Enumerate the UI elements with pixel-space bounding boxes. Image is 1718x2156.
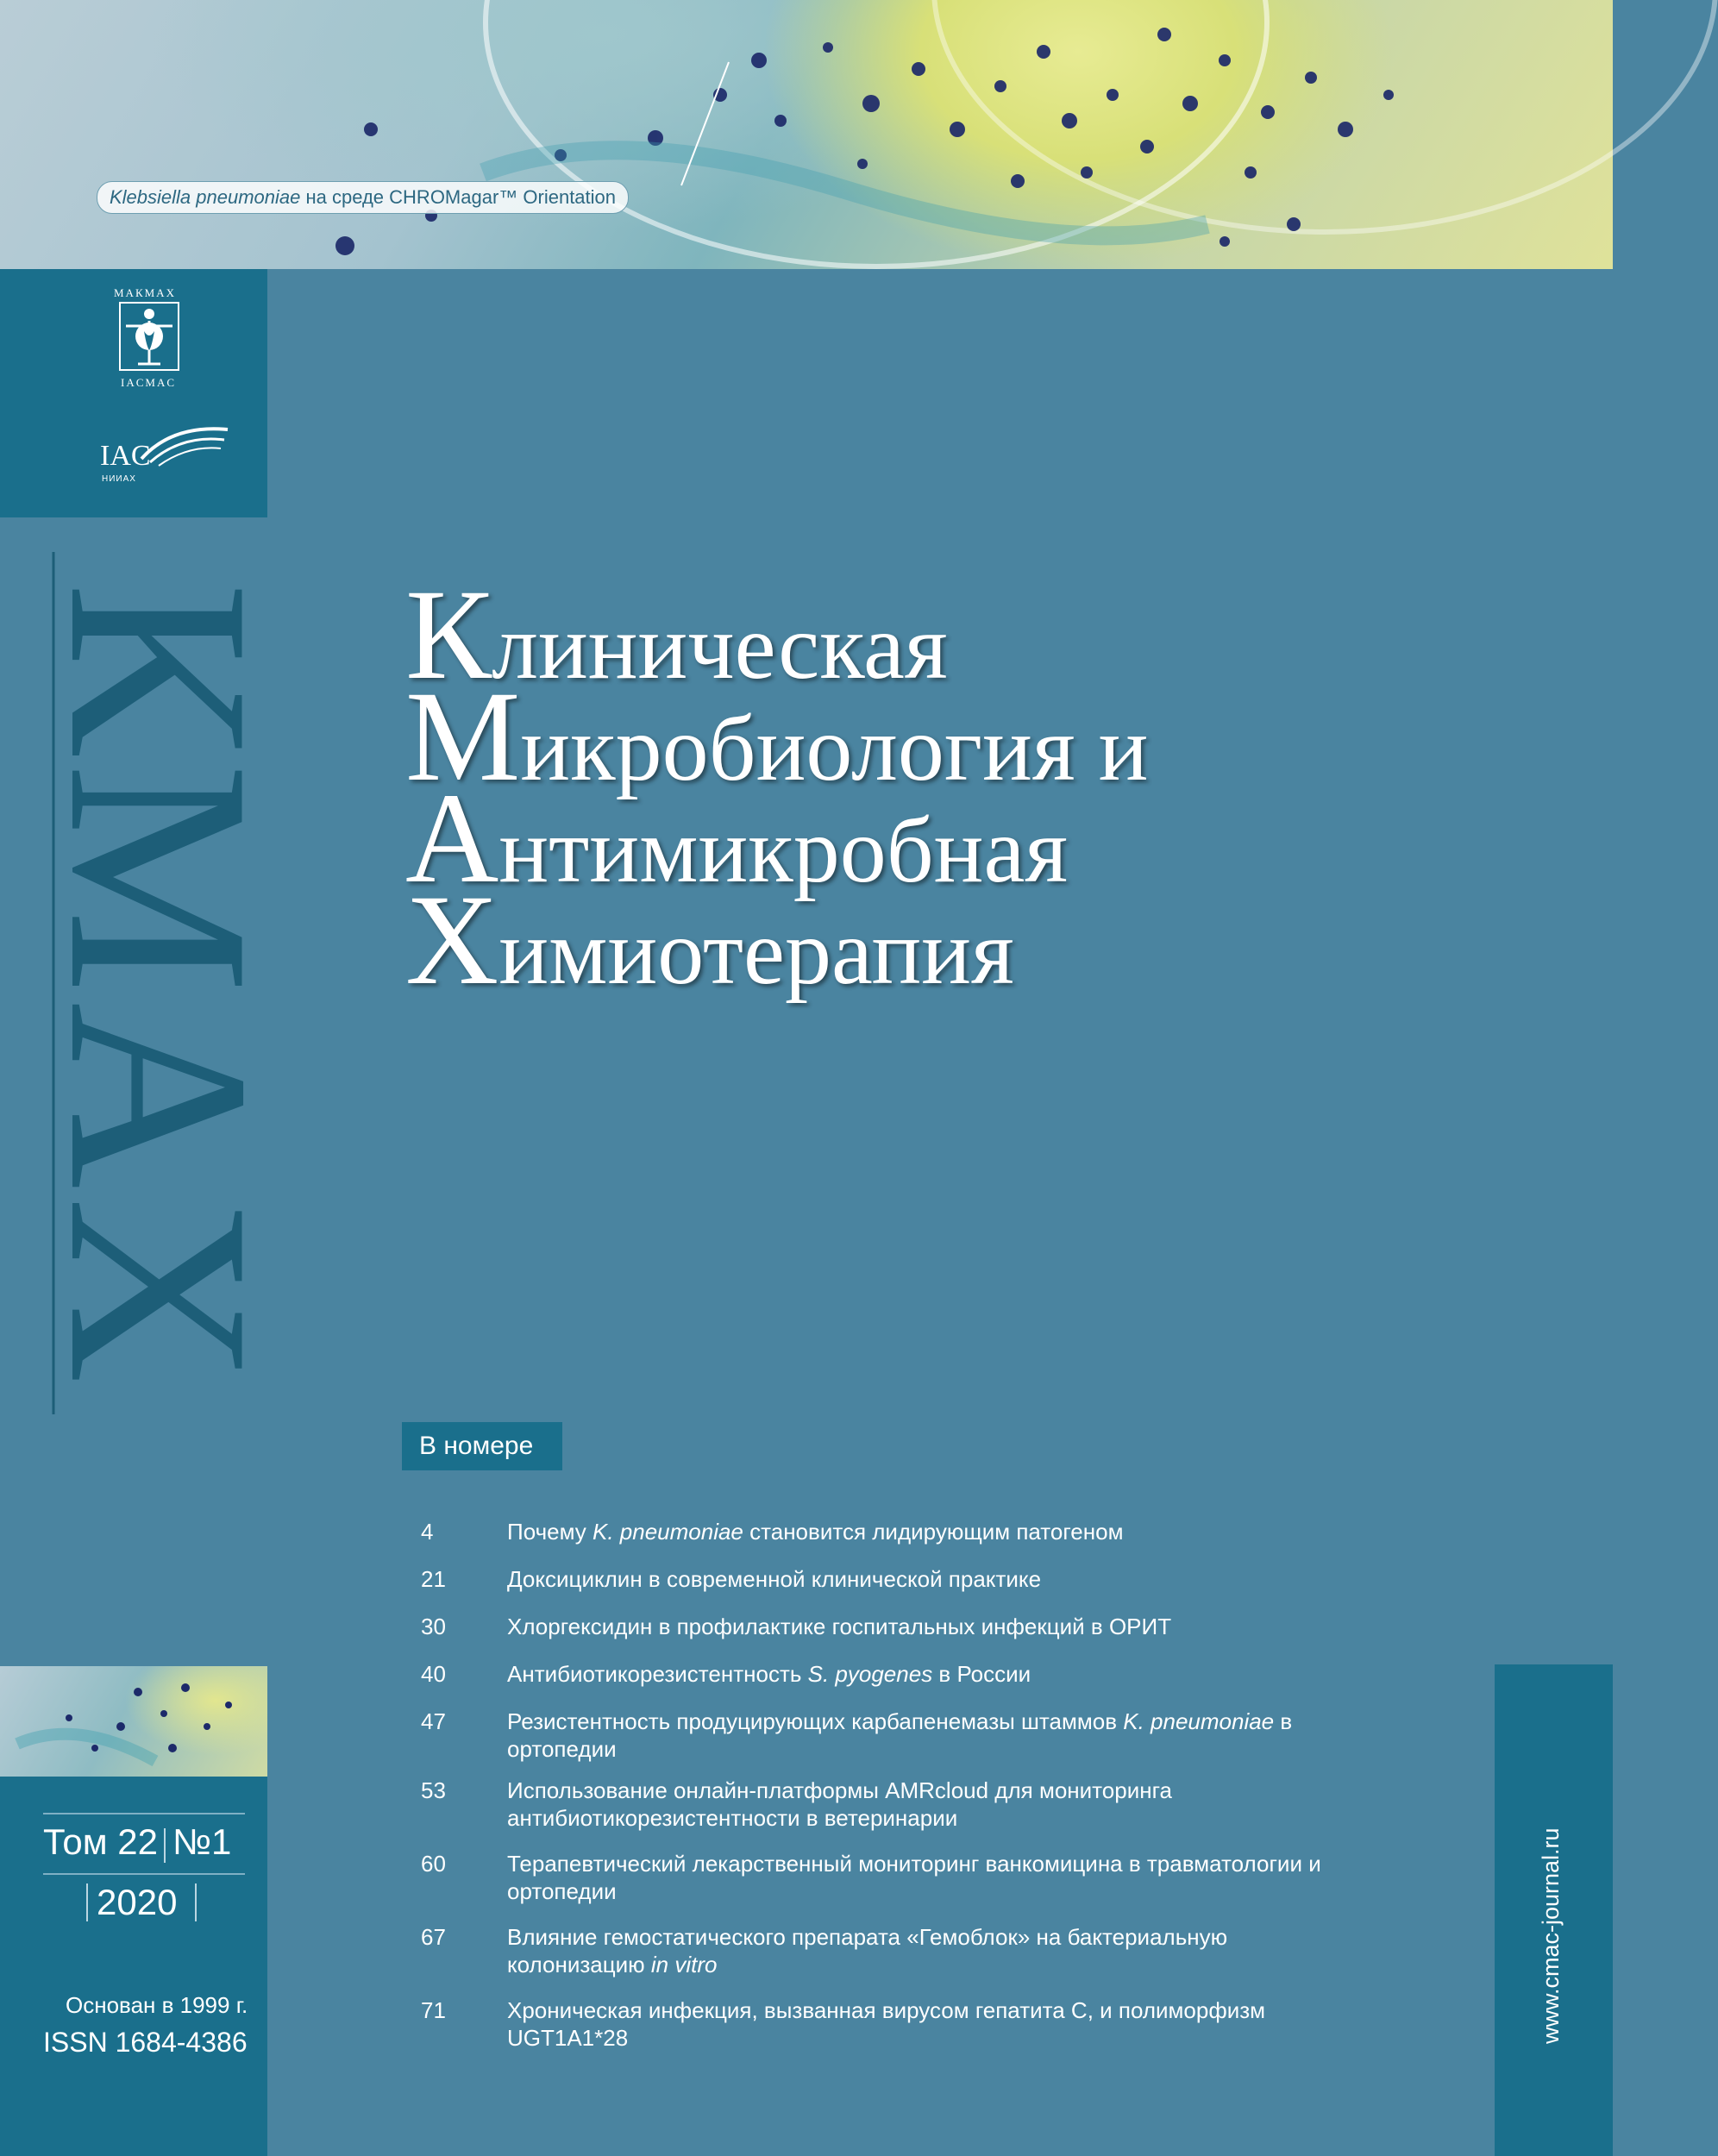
toc-text-part: Антибиотикорезистентность: [507, 1661, 808, 1687]
title-line-1: Клиническая: [405, 563, 948, 706]
issue-year: 2020: [97, 1882, 178, 1922]
bacterial-colonies: [0, 0, 1613, 269]
toc-entry[interactable]: [421, 1613, 1439, 1640]
toc-entry[interactable]: [421, 1996, 1439, 2052]
toc-article-title: [507, 1613, 1370, 1640]
toc-entry[interactable]: [421, 1777, 1439, 1832]
toc-text-part: Влияние гемостатического препарата «Гемоблок» на бактериальную колонизацию: [507, 1924, 1228, 1977]
toc-text-part: Почему: [507, 1519, 593, 1545]
toc-text-part: в России: [932, 1661, 1031, 1687]
toc-article-title: [507, 1777, 1370, 1832]
toc-page-number: 60: [421, 1851, 446, 1877]
toc-page-number: 30: [421, 1614, 446, 1639]
toc-text-part: Использование онлайн-платформы AMRcloud для мониторинга антибиотикорезистентности в ветеринарии: [507, 1777, 1172, 1831]
volume-number: Том 22: [43, 1821, 158, 1862]
issn: ISSN 1684-4386: [43, 2027, 248, 2058]
toc-entry[interactable]: [421, 1660, 1439, 1688]
volume-separator: [164, 1828, 166, 1863]
toc-text-part: Терапевтический лекарственный мониторинг ванкомицина в травматологии и ортопедии: [507, 1851, 1321, 1904]
toc-entry[interactable]: [421, 1923, 1439, 1978]
toc-text-part: Хроническая инфекция, вызванная вирусом гепатита С, и полиморфизм UGT1A1*28: [507, 1997, 1266, 2051]
toc-page-number: 47: [421, 1708, 446, 1734]
title-line-4: Химиотерапия: [405, 868, 1014, 1012]
toc-page-number: 67: [421, 1924, 446, 1950]
toc-article-title: [507, 1850, 1370, 1905]
makmax-emblem-icon: [119, 302, 179, 371]
toc-article-title: [507, 1660, 1370, 1688]
toc-page-number: 40: [421, 1661, 446, 1687]
cover-photo-banner: [0, 0, 1613, 269]
year-separator-left: [86, 1883, 88, 1921]
toc-italic-term: K. pneumoniae: [592, 1519, 743, 1545]
toc-page-number: 21: [421, 1566, 446, 1592]
volume-rule-top: [43, 1813, 245, 1814]
toc-entry[interactable]: [421, 1518, 1439, 1545]
volume-rule-middle: [43, 1873, 245, 1875]
toc-page-number: 53: [421, 1777, 446, 1803]
toc-article-title: [507, 1708, 1370, 1763]
toc-entry[interactable]: [421, 1565, 1439, 1593]
title-line-2: Микробиология и: [405, 665, 1149, 808]
toc-article-title: [507, 1923, 1370, 1978]
thumbnail-photo: [0, 1666, 267, 1777]
toc-text-part: Доксициклин в современной клинической практике: [507, 1566, 1042, 1592]
makmax-top-label: МАКМАХ: [114, 286, 176, 299]
iac-logo-subtext: НИИАХ: [102, 474, 136, 484]
toc-article-title: [507, 1565, 1370, 1593]
caption-species: Klebsiella pneumoniae: [110, 186, 301, 208]
toc-text-part: становится лидирующим патогеном: [743, 1519, 1124, 1545]
website-url[interactable]: www.cmac-journal.ru: [1538, 1827, 1564, 2044]
toc-entry[interactable]: [421, 1708, 1439, 1763]
toc-italic-term: in vitro: [650, 1952, 718, 1977]
toc-text-part: в ортопедии: [507, 1708, 1293, 1762]
toc-entry[interactable]: [421, 1850, 1439, 1905]
logo-panel: [0, 269, 267, 517]
toc-text-part: Резистентность продуцирующих карбапенемазы штаммов: [507, 1708, 1124, 1734]
thumbnail-colonies: [0, 1666, 267, 1777]
iac-swoosh-icon: [138, 421, 233, 473]
toc-article-title: [507, 1996, 1370, 2052]
kmax-vertical-text: КМАХ: [16, 581, 303, 1394]
caption-rest: на среде CHROMagar™ Orientation: [300, 186, 617, 208]
toc-page-number: 71: [421, 1997, 446, 2023]
year-separator-right: [195, 1883, 197, 1921]
kmax-vertical-logotype: [16, 552, 303, 1423]
iac-logo-text: IAC: [100, 440, 151, 472]
iacmac-label: IACMAC: [121, 376, 177, 389]
journal-title: [405, 563, 1509, 1012]
cover-image-caption: [97, 181, 629, 214]
title-line-3: Антимикробная: [405, 767, 1069, 910]
toc-text-part: Хлоргексидин в профилактике госпитальных инфекций в ОРИТ: [507, 1614, 1172, 1639]
toc-page-number: 4: [421, 1519, 434, 1545]
toc-italic-term: K. pneumoniae: [1123, 1708, 1275, 1734]
issue-number: №1: [172, 1821, 232, 1862]
toc-article-title: [507, 1518, 1370, 1545]
founded-year: Основан в 1999 г.: [66, 1992, 248, 2018]
in-issue-label: В номере: [402, 1422, 562, 1470]
issue-info-panel: [0, 1777, 267, 2156]
toc-italic-term: S. pyogenes: [807, 1661, 933, 1687]
